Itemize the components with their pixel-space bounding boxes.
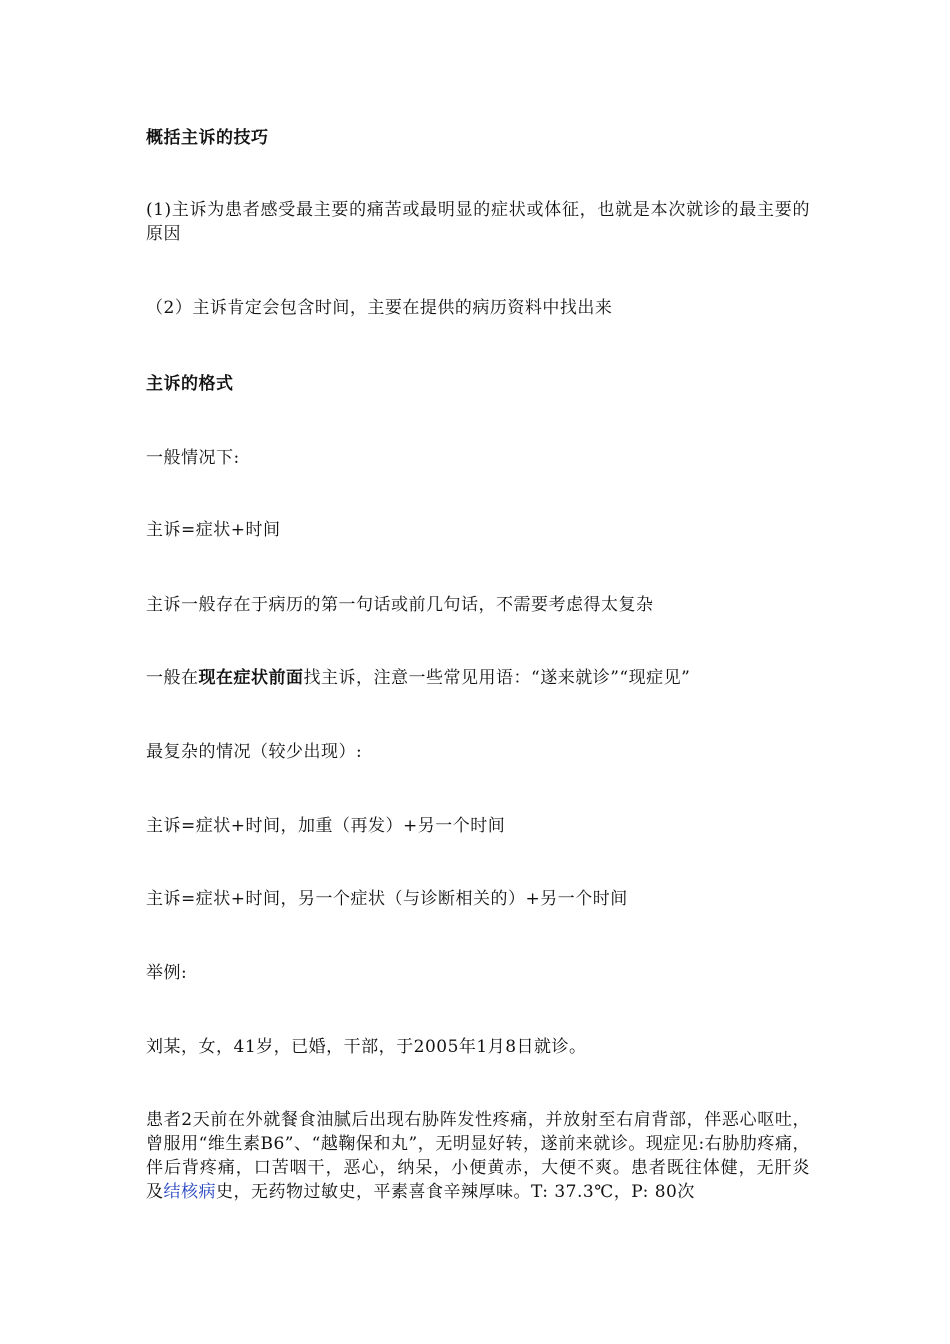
case-description-paragraph [146, 1108, 810, 1204]
point-1-paragraph: (1)主诉为患者感受最主要的痛苦或最明显的症状或体征，也就是本次就诊的最主要的原因 [146, 200, 810, 244]
heading-chief-complaint-techniques: 概括主诉的技巧 [146, 128, 269, 148]
complex-case-label: 最复杂的情况（较少出现）: [146, 742, 363, 762]
case-text-before-link: 患者2天前在外就餐食油腻后出现右胁阵发性疼痛，并放射至右肩背部，伴恶心呕吐，曾服用“维生素B6”、“越鞠保和丸”，无明显好转，遂前来就诊。现症见:右胁肋疼痛，伴后背疼痛，口苦咽干，恶心，纳呆，小便黄赤，大便不爽。患者既往体健，无肝炎及 [146, 1110, 810, 1202]
formula-second-symptom: 主诉=症状+时间，另一个症状（与诊断相关的）+另一个时间 [146, 889, 628, 909]
heading-chief-complaint-format: 主诉的格式 [146, 374, 234, 394]
find-suffix-text: 找主诉，注意一些常见用语：“遂来就诊”“现症见” [303, 668, 691, 688]
find-bold-text: 现在症状前面 [198, 668, 304, 688]
formula-recurrence: 主诉=症状+时间，加重（再发）+另一个时间 [146, 816, 506, 836]
location-note: 主诉一般存在于病历的第一句话或前几句话，不需要考虑得太复杂 [146, 595, 654, 615]
tuberculosis-link[interactable]: 结核病 [163, 1182, 216, 1202]
patient-info: 刘某，女，41岁，已婚，干部，于2005年1月8日就诊。 [146, 1037, 587, 1057]
case-text-after-link: 史，无药物过敏史，平素喜食辛辣厚味。T: 37.3℃，P: 80次 [216, 1182, 695, 1202]
formula-basic: 主诉=症状+时间 [146, 520, 281, 540]
general-case-label: 一般情况下: [146, 448, 240, 468]
find-chief-complaint-note [146, 666, 690, 690]
point-2-paragraph: （2）主诉肯定会包含时间，主要在提供的病历资料中找出来 [146, 298, 613, 318]
find-prefix-text: 一般在 [146, 668, 199, 688]
example-label: 举例: [146, 963, 188, 983]
